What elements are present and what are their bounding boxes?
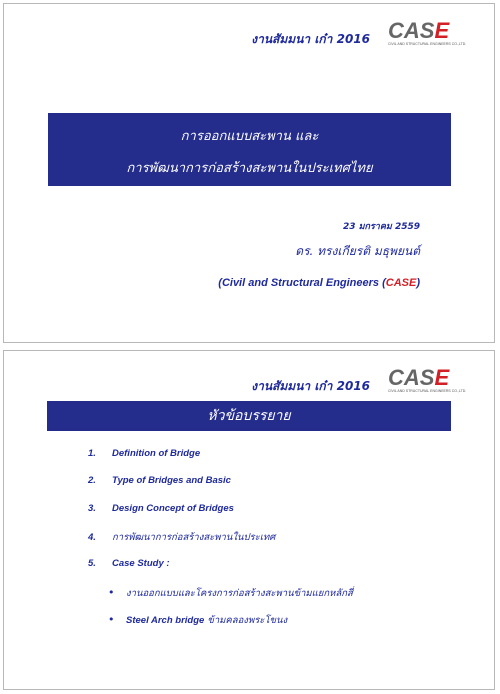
bullet-icon: •	[108, 586, 115, 599]
agenda-heading: หัวข้อบรรยาย	[47, 401, 451, 431]
event-header: งานสัมมนา เก๋า 2016	[251, 32, 370, 46]
agenda-item: 4. การพัฒนาการก่อสร้างสะพานในประเทศ	[88, 532, 276, 543]
organization: (Civil and Structural Engineers (CASE)	[218, 277, 420, 289]
author-name: ดร. ทรงเกียรติ มธุพยนต์	[295, 244, 420, 258]
agenda-item: 1. Definition of Bridge	[88, 448, 201, 459]
presentation-date: 23 มกราคม 2559	[342, 222, 420, 232]
agenda-item: 2. Type of Bridges and Basic	[88, 475, 231, 486]
bullet-icon: •	[108, 613, 115, 626]
logo-wordmark: CASE	[388, 18, 450, 43]
agenda-item: 3. Design Concept of Bridges	[88, 503, 234, 514]
logo-subtitle: CIVIL AND STRUCTURAL ENGINEERS CO.,LTD.	[388, 389, 467, 393]
case-logo	[388, 365, 467, 397]
agenda-subitem: • Steel Arch bridge ข้ามคลองพระโขนง	[108, 613, 288, 626]
logo-wordmark: CASE	[388, 365, 450, 390]
title-line-2: การพัฒนาการก่อสร้างสะพานในประเทศไทย	[126, 161, 373, 176]
agenda-slide	[3, 350, 495, 690]
agenda-subitem: • งานออกแบบและโครงการก่อสร้างสะพานข้ามแยกหลักสี่	[108, 586, 353, 599]
event-header: งานสัมมนา เก๋า 2016	[251, 379, 370, 393]
case-logo	[388, 18, 467, 50]
title-line-1: การออกแบบสะพาน และ	[180, 129, 319, 144]
title-slide	[3, 3, 495, 343]
title-banner	[48, 113, 451, 186]
agenda-item: 5. Case Study :	[88, 558, 170, 569]
logo-subtitle: CIVIL AND STRUCTURAL ENGINEERS CO.,LTD.	[388, 42, 467, 46]
